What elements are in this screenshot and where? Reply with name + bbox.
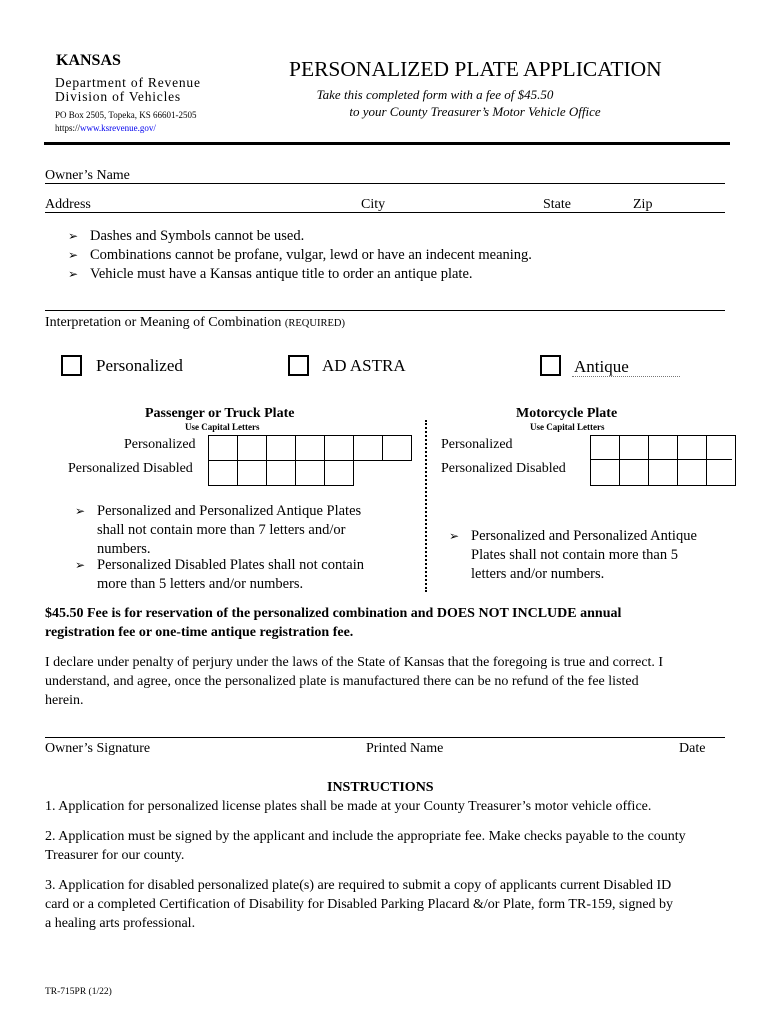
motorcycle-row2-label: Personalized Disabled: [441, 461, 566, 476]
arrow-bullet-icon: ➢: [68, 248, 79, 262]
header-subtitle-2: to your County Treasurer’s Motor Vehicle Office: [349, 104, 601, 119]
letter-box[interactable]: [707, 436, 735, 485]
letter-box[interactable]: [267, 461, 296, 485]
motorcycle-bullet: [449, 527, 697, 584]
header-division: Division of Vehicles: [55, 89, 181, 104]
letter-box[interactable]: [238, 461, 267, 485]
bullet-line: Personalized Disabled Plates shall not contain: [97, 557, 364, 573]
motorcycle-row1-label: Personalized: [441, 437, 513, 452]
letter-box[interactable]: [296, 436, 325, 460]
letter-box[interactable]: [383, 436, 411, 460]
ad-astra-option-label: AD ASTRA: [322, 356, 406, 375]
letter-box[interactable]: [649, 436, 678, 485]
passenger-bullet-1: [75, 502, 362, 559]
motorcycle-plate-title: Motorcycle Plate: [516, 406, 618, 421]
letter-box[interactable]: [209, 436, 238, 460]
instruction-3-line2: card or a completed Certification of Disability for Disabled Parking Placard &/or Plate, form TR-159, signed by: [45, 897, 674, 912]
address-field[interactable]: [45, 212, 725, 213]
bullet-line: Plates shall not contain more than 5: [471, 547, 678, 563]
letter-box[interactable]: [325, 461, 353, 485]
personalized-checkbox[interactable]: [61, 355, 82, 376]
header-address: PO Box 2505, Topeka, KS 66601-2505: [55, 110, 197, 120]
personalized-option-label: Personalized: [96, 356, 183, 375]
header-subtitle-1: Take this completed form with a fee of $45.50: [316, 87, 554, 102]
interpretation-label: [45, 315, 345, 331]
city-label: City: [361, 197, 386, 212]
form-number: TR-715PR (1/22): [45, 987, 112, 997]
owner-signature-label: Owner’s Signature: [45, 741, 151, 756]
bullet-line: numbers.: [97, 541, 151, 557]
ksrevenue-link[interactable]: www.ksrevenue.gov/: [80, 123, 156, 133]
zip-label: Zip: [633, 197, 653, 212]
letter-box[interactable]: [238, 436, 267, 460]
instruction-3-line1: 3. Application for disabled personalized plate(s) are required to submit a copy of applicants current Disabled ID: [45, 878, 672, 893]
owner-name-field[interactable]: [45, 183, 725, 184]
declaration-line1: I declare under penalty of perjury under the laws of the State of Kansas that the foregoing is true and correct. I: [45, 655, 664, 670]
arrow-bullet-icon: ➢: [68, 267, 79, 281]
rule-text: Vehicle must have a Kansas antique title to order an antique plate.: [90, 266, 473, 282]
arrow-bullet-icon: ➢: [75, 558, 86, 572]
instruction-2-line2: Treasurer for our county.: [45, 848, 185, 863]
ad-astra-checkbox[interactable]: [288, 355, 309, 376]
passenger-disabled-boxes[interactable]: [208, 460, 354, 486]
antique-option-label: Antique: [574, 357, 629, 376]
bullet-line: more than 5 letters and/or numbers.: [97, 576, 304, 592]
fee-notice-line2: registration fee or one-time antique registration fee.: [45, 625, 354, 640]
bullet-line: letters and/or numbers.: [471, 566, 605, 582]
header-state: KANSAS: [56, 52, 121, 69]
bullet-line: shall not contain more than 7 letters and/or: [97, 522, 346, 538]
rule-1: [68, 227, 305, 246]
letter-box[interactable]: [591, 436, 620, 485]
arrow-bullet-icon: ➢: [75, 504, 86, 518]
letter-box[interactable]: [354, 436, 383, 460]
rule-text: Dashes and Symbols cannot be used.: [90, 228, 305, 244]
motorcycle-box-midline: [590, 459, 732, 460]
required-note: (REQUIRED): [284, 318, 345, 329]
interpretation-text: Interpretation or Meaning of Combination: [45, 315, 282, 330]
header-divider: [44, 142, 730, 145]
instruction-1: 1. Application for personalized license plates shall be made at your County Treasurer’s motor vehicle office.: [45, 799, 652, 814]
instructions-heading: INSTRUCTIONS: [327, 780, 434, 795]
declaration-line3: herein.: [45, 693, 84, 708]
declaration-line2: understand, and agree, once the personalized plate is manufactured there can be no refund of the fee listed: [45, 674, 639, 689]
letter-box[interactable]: [678, 436, 707, 485]
letter-box[interactable]: [325, 436, 354, 460]
signature-field[interactable]: [45, 737, 725, 738]
address-label: Address: [45, 197, 91, 212]
date-label: Date: [679, 741, 706, 756]
passenger-caps-note: Use Capital Letters: [185, 422, 260, 432]
letter-box[interactable]: [267, 436, 296, 460]
page-title: PERSONALIZED PLATE APPLICATION: [289, 57, 662, 81]
passenger-plate-title: Passenger or Truck Plate: [145, 406, 295, 421]
letter-box[interactable]: [296, 461, 325, 485]
header-dept: Department of Revenue: [55, 75, 201, 90]
antique-underline: [572, 376, 680, 377]
arrow-bullet-icon: ➢: [68, 229, 79, 243]
rule-2: [68, 246, 532, 265]
owner-name-label: Owner’s Name: [45, 168, 130, 183]
rule-3: [68, 265, 473, 284]
letter-box[interactable]: [209, 461, 238, 485]
header-url: [55, 123, 156, 133]
letter-box[interactable]: [620, 436, 649, 485]
passenger-personalized-boxes[interactable]: [208, 435, 412, 461]
antique-checkbox[interactable]: [540, 355, 561, 376]
arrow-bullet-icon: ➢: [449, 529, 460, 543]
passenger-row1-label: Personalized: [124, 437, 196, 452]
instruction-3-line3: a healing arts professional.: [45, 916, 196, 931]
interpretation-field[interactable]: [45, 310, 725, 311]
instruction-2-line1: 2. Application must be signed by the applicant and include the appropriate fee. Make checks payable to the county: [45, 829, 686, 844]
column-separator: [425, 420, 427, 592]
fee-notice-line1: $45.50 Fee is for reservation of the personalized combination and DOES NOT INCLUDE annual: [45, 606, 622, 621]
passenger-bullet-2: [75, 556, 364, 594]
bullet-line: Personalized and Personalized Antique: [471, 528, 697, 544]
motorcycle-caps-note: Use Capital Letters: [530, 422, 605, 432]
motorcycle-boxes[interactable]: [590, 435, 736, 486]
printed-name-label: Printed Name: [366, 741, 444, 756]
bullet-line: Personalized and Personalized Antique Plates: [97, 503, 362, 519]
url-prefix: https://: [55, 123, 81, 133]
state-label: State: [543, 197, 571, 212]
passenger-row2-label: Personalized Disabled: [68, 461, 193, 476]
rule-text: Combinations cannot be profane, vulgar, lewd or have an indecent meaning.: [90, 247, 532, 263]
